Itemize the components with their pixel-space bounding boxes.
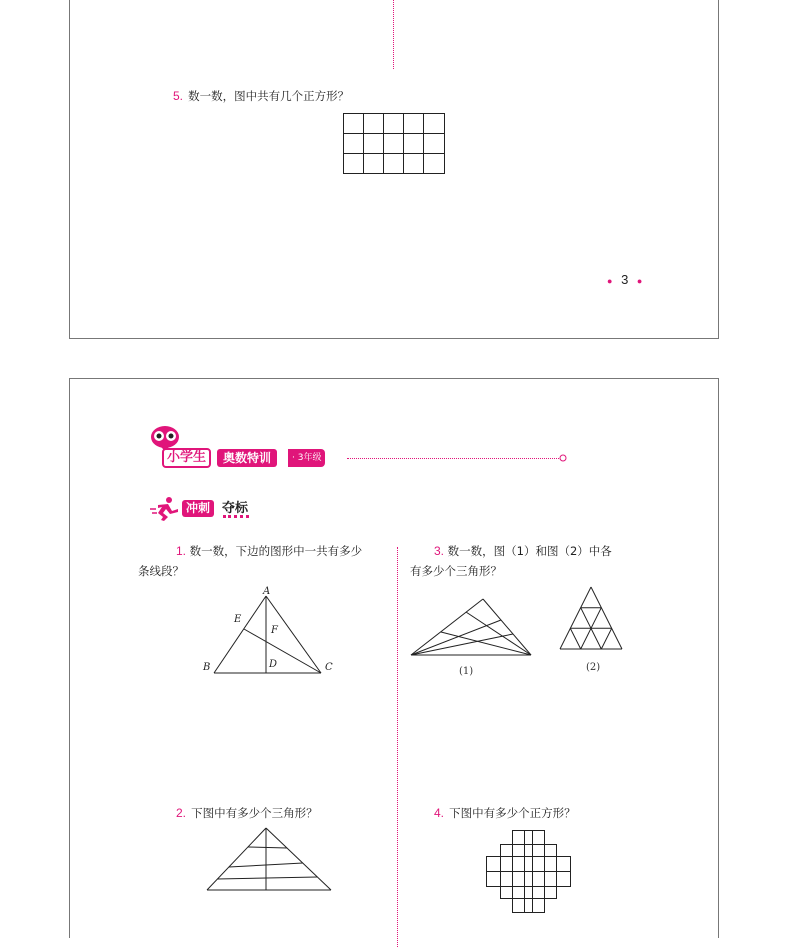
dot-icon: ● xyxy=(636,276,643,286)
column-divider xyxy=(393,0,394,69)
question-text-line2: 有多少个三角形？ xyxy=(410,564,502,578)
question-number: 3. xyxy=(434,544,445,558)
question-3 xyxy=(410,541,690,581)
question-text-line1: 数一数，图（1）和图（2）中各 xyxy=(447,544,612,558)
triangle-count-figure xyxy=(207,828,333,892)
triangle-figure-1 xyxy=(411,599,533,657)
running-person-icon xyxy=(150,497,180,521)
question-number: 1. xyxy=(176,544,187,558)
question-text: 数一数，图中共有几个正方形？ xyxy=(188,89,350,103)
question-number: 4. xyxy=(434,806,445,820)
question-text: 下图中有多少个正方形？ xyxy=(449,806,576,820)
point-label-d: D xyxy=(269,659,278,670)
dot-icon: ● xyxy=(607,276,613,286)
point-label-b: B xyxy=(203,662,211,673)
question-5 xyxy=(173,85,349,106)
page-number-text: 3 xyxy=(621,272,629,287)
figure-caption-1: (1) xyxy=(459,666,474,677)
section-underline xyxy=(223,515,249,518)
header-main-label: 奥数特训 xyxy=(217,449,277,467)
header-grade-label: · 3年级 xyxy=(288,449,325,467)
triangle-figure-2 xyxy=(560,587,624,651)
point-label-f: F xyxy=(271,625,278,636)
question-2 xyxy=(176,802,318,823)
column-divider xyxy=(397,547,398,947)
rule-end-circle-icon xyxy=(559,454,567,462)
section-badge: 冲刺 xyxy=(182,500,214,517)
question-text-line1: 数一数，下边的图形中一共有多少 xyxy=(189,544,363,558)
header-left-label: 小学生 xyxy=(162,448,211,468)
point-label-a: A xyxy=(263,586,271,597)
section-title: 夺标 xyxy=(222,501,249,516)
point-label-c: C xyxy=(325,662,333,673)
question-number: 5. xyxy=(173,89,184,103)
point-label-e: E xyxy=(234,614,242,625)
question-text: 下图中有多少个三角形？ xyxy=(191,806,318,820)
page-number xyxy=(607,272,642,287)
header-dotted-rule xyxy=(347,458,559,459)
question-text-line2: 条线段？ xyxy=(138,564,184,578)
square-grid-figure xyxy=(343,113,445,175)
square-cross-grid-figure xyxy=(486,830,572,914)
page-top xyxy=(69,0,719,339)
question-number: 2. xyxy=(176,806,187,820)
page-bottom xyxy=(69,378,719,938)
question-1 xyxy=(138,541,388,581)
question-4 xyxy=(434,802,576,823)
figure-caption-2: (2) xyxy=(586,662,601,673)
